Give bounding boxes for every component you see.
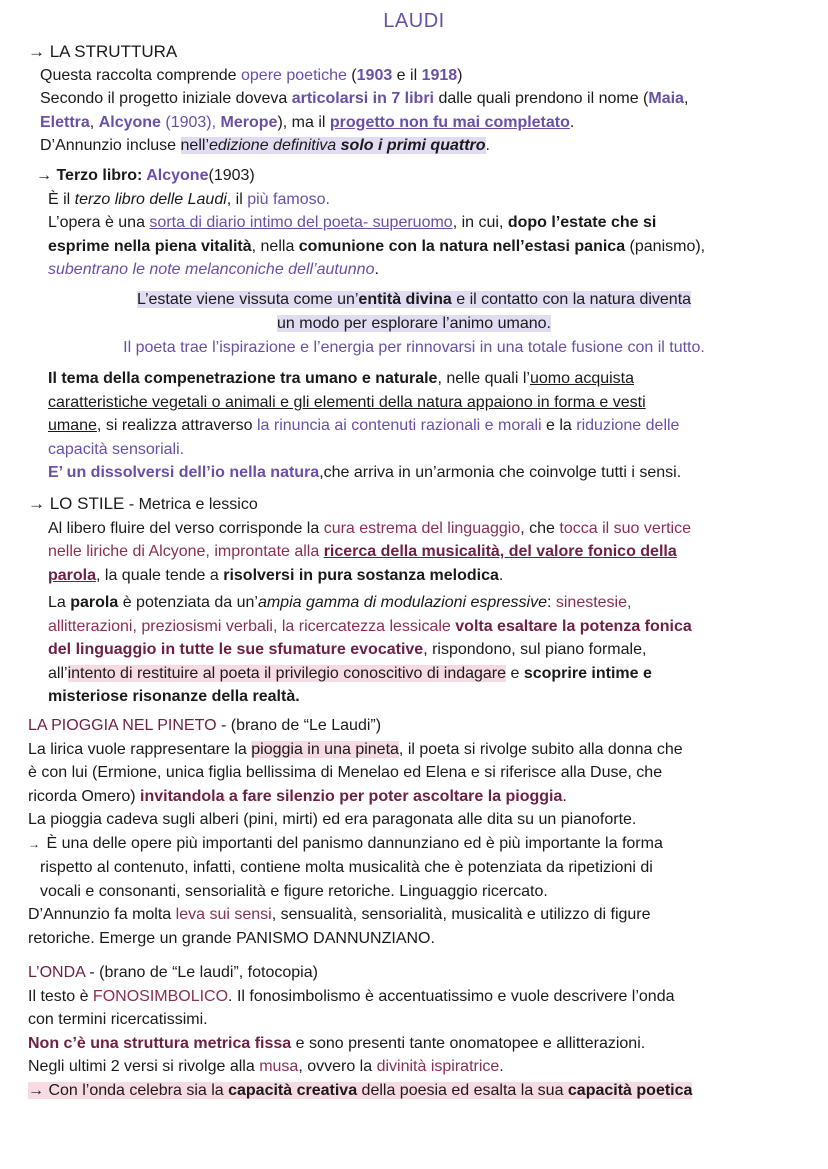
section-onda: L’ONDA - (brano de “Le laudi”, fotocopia) Il testo è FONOSIMBOLICO. Il fonosimbolismo è accentuatissimo e vuole descrivere l’onda con termini ricercatissimi. Non c’è una struttura metrica fissa e sono presenti tante onomatopee e allitterazioni. Negli ultimi 2 versi si rivolge alla musa, ovvero la divinità ispiratrice. → Con l’onda celebra sia la capacità creativa della poesia ed esalta la sua capacità poetica (28, 961, 820, 1102)
onda-heading: L’ONDA - (brano de “Le laudi”, fotocopia) (28, 964, 318, 981)
struttura-line: Secondo il progetto iniziale doveva articolarsi in 7 libri dalle quali prendono il nome (Maia, (40, 90, 689, 107)
terzo-line: subentrano le note melanconiche dell’autunno. (48, 261, 379, 278)
struttura-line: Elettra, Alcyone (1903), Merope), ma il progetto non fu mai completato. (40, 113, 575, 131)
section-pioggia: LA PIOGGIA NEL PINETO - (brano de “Le Laudi”) La lirica vuole rappresentare la pioggia in una pineta, il poeta si rivolge subito alla donna che è con lui (Ermione, unica figlia bellissima di Menelao ed Elena e si riferisce alla Duse, che ricorda Omero) invitandola a fare silenzio per poter ascoltare la pioggia. La pioggia cadeva sugli alberi (pini, mirti) ed era paragonata alle dita su un pianoforte. → È una delle opere più importanti del panismo dannunziano ed è più importante la forma rispetto al contenuto, infatti, contiene molta musicalità che è potenziata da ripetizioni di vocali e consonanti, sensorialità e figure retoriche. Linguaggio ricercato. D’Annunzio fa molta leva sui sensi, sensualità, sensorialità, musicalità e utilizzo di figure retoriche. Emerge un grande PANISMO DANNUNZIANO. (28, 714, 820, 950)
terzo-heading: → Terzo libro: Alcyone(1903) (36, 167, 255, 184)
section-tema: Il tema della compenetrazione tra umano e naturale, nelle quali l’uomo acquista caratteristiche vegetali o animali e gli elementi della natura appaiono in forma e vesti umane, si realizza attraverso la rinuncia ai contenuti razionali e morali e la riduzione delle capacità sensoriali. E’ un dissolversi dell’io nella natura,che arriva in un’armonia che coinvolge tutti i sensi. (48, 370, 682, 481)
pioggia-heading: LA PIOGGIA NEL PINETO - (brano de “Le Laudi”) (28, 717, 382, 734)
terzo-line: È il terzo libro delle Laudi, il più famoso. (48, 190, 330, 208)
terzo-line: L’opera è una sorta di diario intimo del poeta- superuomo, in cui, dopo l’estate che si (48, 214, 657, 231)
section-stile: → LO STILE - Metrica e lessico Al libero fluire del verso corrisponde la cura estrema del linguaggio, che tocca il suo vertice nelle liriche di Alcyone, improntate alla ricerca della musicalità, del valore fonico della parola, la quale tende a risolversi in pura sostanza melodica. La parola è potenziata da un’ampia gamma di modulazioni espressive: sinestesie, allitterazioni, preziosismi verbali, la ricercatezza lessicale volta esaltare la potenza fonica del linguaggio in tutte le sue sfumature evocative, rispondono, sul piano formale, all’intento di restituire al poeta il privilegio conoscitivo di indagare e scoprire intime e misteriose risonanze della realtà. (28, 492, 820, 709)
stile-heading: → LO STILE - Metrica e lessico (28, 494, 258, 513)
terzo-line: esprime nella piena vitalità, nella comunione con la natura nell’estasi panica (panismo), (48, 237, 706, 255)
struttura-heading: → LA STRUTTURA (28, 42, 178, 61)
estate-quote: L’estate viene vissuta come un’entità divina e il contatto con la natura diventa un modo per esplorare l’animo umano. Il poeta trae l’ispirazione e l’energia per rinnovarsi in una totale fusione con il tutto. (123, 291, 705, 356)
section-struttura (28, 40, 818, 158)
struttura-line: D’Annunzio incluse nell’edizione definitiva solo i primi quattro. (40, 137, 490, 154)
struttura-line: Questa raccolta comprende opere poetiche (1903 e il 1918) (40, 66, 463, 84)
section-terzo-libro (36, 164, 820, 282)
page-title: LAUDI (383, 10, 445, 32)
